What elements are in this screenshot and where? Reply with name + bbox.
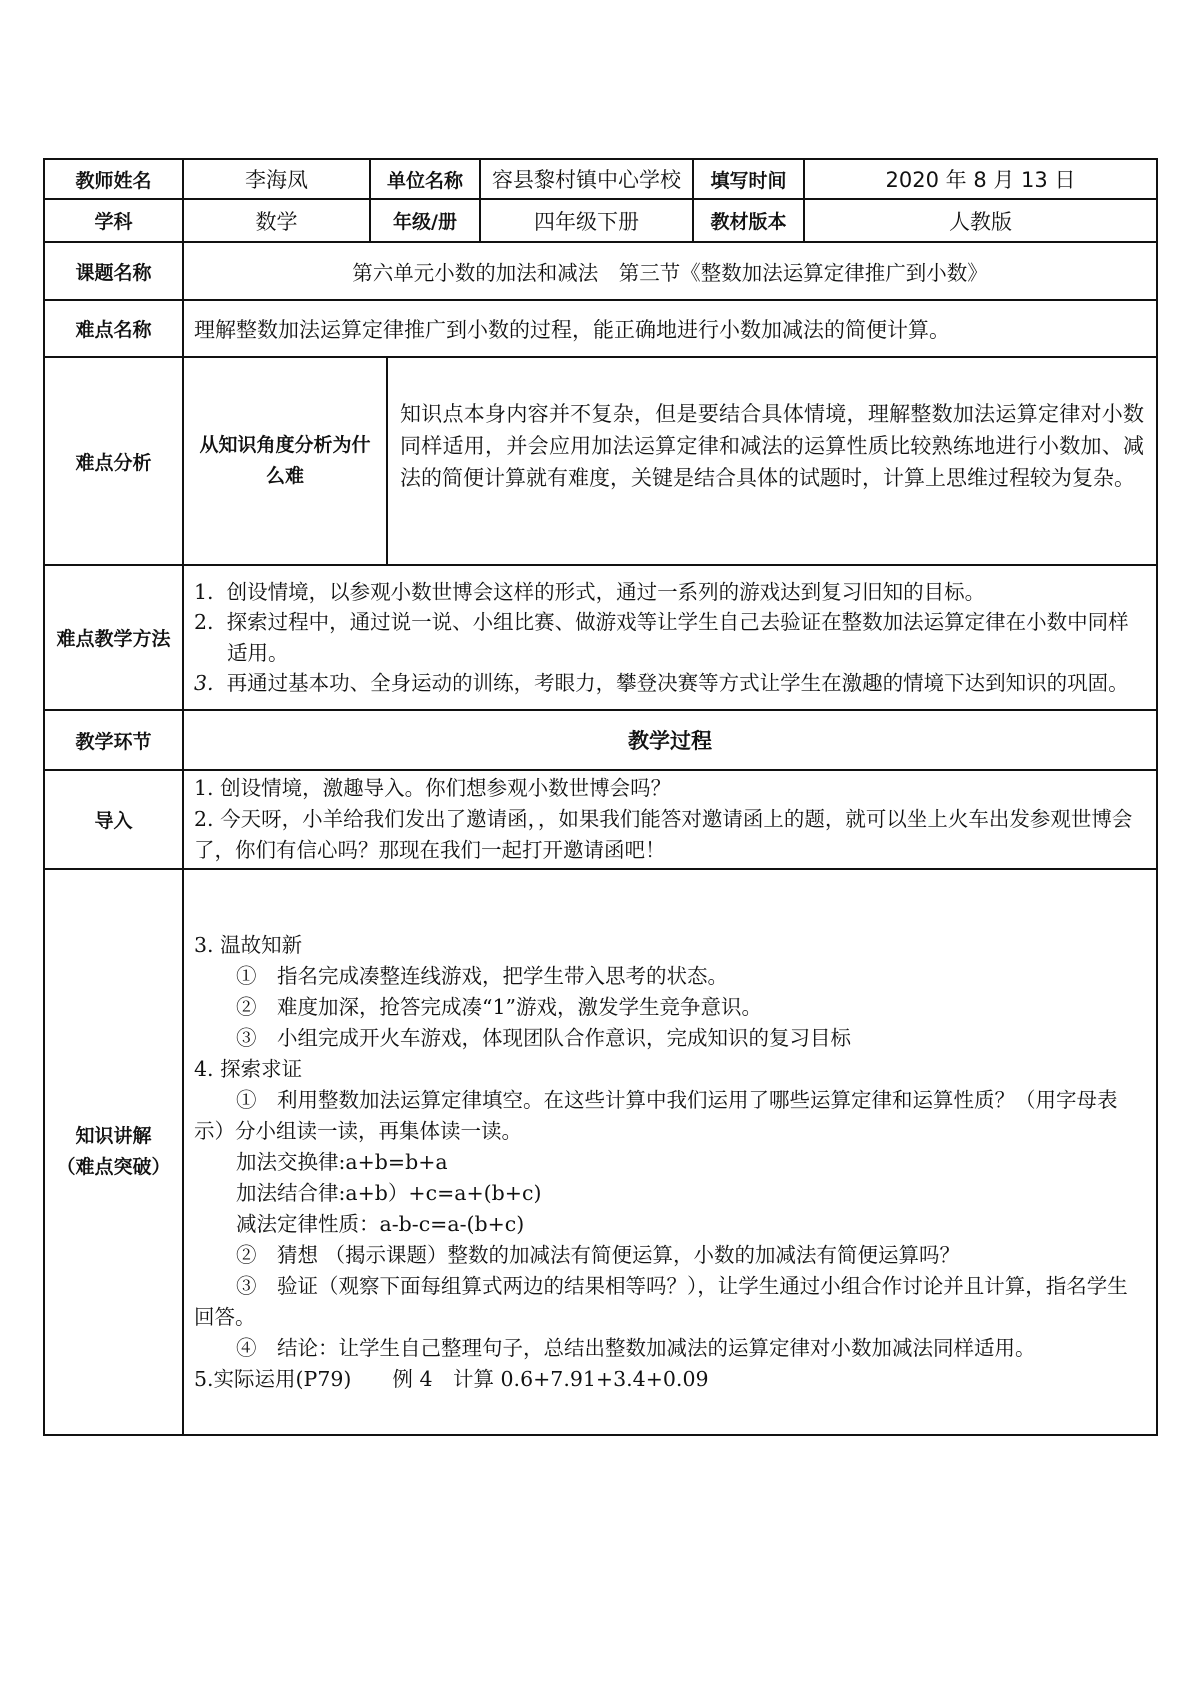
lesson-plan-document bbox=[43, 158, 1156, 1436]
knowledge-row bbox=[44, 869, 1157, 1435]
date-label: 填写时间 bbox=[693, 159, 804, 199]
intro-line-2: 2. 今天呀，小羊给我们发出了邀请函，，如果我们能答对邀请函上的题，就可以坐上火车出发参观世博会了，你们有信心吗？那现在我们一起打开邀请函吧！ bbox=[194, 807, 1133, 862]
section-4-item-2: ② 猜想 （揭示课题）整数的加减法有简便运算，小数的加减法有简便运算吗？ bbox=[236, 1243, 961, 1267]
process-label: 教学环节 bbox=[44, 710, 183, 770]
subject-label: 学科 bbox=[44, 199, 183, 242]
grade-label: 年级/册 bbox=[370, 199, 480, 242]
subject-value: 数学 bbox=[183, 199, 370, 242]
knowledge-label-line-1: 知识讲解 bbox=[75, 1125, 152, 1147]
knowledge-label bbox=[44, 869, 183, 1435]
method-text: 探索过程中，通过说一说、小组比赛、做游戏等让学生自己去验证在整数加法运算定律在小数中同样适用。 bbox=[226, 610, 1129, 665]
section-4-item-4: ④ 结论：让学生自己整理句子，总结出整数加减法的运算定律对小数加减法同样适用。 bbox=[236, 1336, 1036, 1360]
difficulty-row bbox=[44, 300, 1157, 357]
date-value: 2020 年 8 月 13 日 bbox=[804, 159, 1157, 199]
analysis-sub-label: 从知识角度分析为什么难 bbox=[199, 434, 371, 487]
topic-value: 第六单元小数的加法和减法 第三节《整数加法运算定律推广到小数》 bbox=[183, 242, 1157, 300]
method-num: 3. bbox=[194, 671, 214, 695]
intro-line-1: 1. 创设情境，激趣导入。你们想参观小数世博会吗？ bbox=[194, 776, 672, 800]
header-row-1 bbox=[44, 159, 1157, 199]
law-subtraction: 减法定律性质：a-b-c=a-(b+c) bbox=[236, 1212, 525, 1236]
difficulty-value: 理解整数加法运算定律推广到小数的过程，能正确地进行小数加减法的简便计算。 bbox=[183, 300, 1157, 357]
section-3-item: ② 难度加深，抢答完成凑“1”游戏，激发学生竞争意识。 bbox=[236, 995, 763, 1019]
intro-label: 导入 bbox=[44, 770, 183, 869]
unit-value: 容县黎村镇中心学校 bbox=[480, 159, 693, 199]
method-num: 1. bbox=[194, 579, 214, 604]
methods-label: 难点教学方法 bbox=[44, 565, 183, 710]
analysis-row bbox=[44, 357, 1157, 565]
edition-label: 教材版本 bbox=[693, 199, 804, 242]
section-4-item-3: ③ 验证（观察下面每组算式两边的结果相等吗？），让学生通过小组合作讨论并且计算，指名学生回答。 bbox=[194, 1274, 1128, 1329]
topic-row bbox=[44, 242, 1157, 300]
knowledge-label-line-2: （难点突破） bbox=[56, 1156, 171, 1178]
law-commutative: 加法交换律:a+b=b+a bbox=[236, 1150, 448, 1174]
section-3-title: 3. 温故知新 bbox=[194, 933, 303, 957]
section-3-item: ③ 小组完成开火车游戏，体现团队合作意识，完成知识的复习目标 bbox=[236, 1026, 851, 1050]
teacher-value: 李海凤 bbox=[183, 159, 370, 199]
topic-label: 课题名称 bbox=[44, 242, 183, 300]
section-4-item-1: ① 利用整数加法运算定律填空。在这些计算中我们运用了哪些运算定律和运算性质？（用字母表示）分小组读一读，再集体读一读。 bbox=[194, 1088, 1118, 1143]
section-4-title: 4. 探索求证 bbox=[194, 1057, 303, 1081]
process-title: 教学过程 bbox=[183, 710, 1157, 770]
section-5: 5.实际运用(P79) 例 4 计算 0.6+7.91+3.4+0.09 bbox=[194, 1367, 709, 1391]
unit-label: 单位名称 bbox=[370, 159, 480, 199]
analysis-text: 知识点本身内容并不复杂，但是要结合具体情境，理解整数加法运算定律对小数同样适用，并会应用加法运算定律和减法的运算性质比较熟练地进行小数加、减法的简便计算就有难度，关键是结合具体的试题时，计算上思维过程较为复杂。 bbox=[400, 402, 1144, 490]
method-item-3 bbox=[194, 668, 1146, 699]
analysis-label: 难点分析 bbox=[44, 357, 183, 565]
lesson-plan-table bbox=[43, 158, 1158, 1436]
methods-cell bbox=[183, 565, 1157, 710]
teacher-label: 教师姓名 bbox=[44, 159, 183, 199]
law-associative: 加法结合律:a+b）+c=a+(b+c) bbox=[236, 1181, 542, 1205]
method-text: 创设情境，以参观小数世博会这样的形式，通过一系列的游戏达到复习旧知的目标。 bbox=[226, 579, 986, 604]
edition-value: 人教版 bbox=[804, 199, 1157, 242]
process-header-row bbox=[44, 710, 1157, 770]
intro-cell bbox=[183, 770, 1157, 869]
methods-row bbox=[44, 565, 1157, 710]
analysis-cell bbox=[183, 357, 1157, 565]
difficulty-label: 难点名称 bbox=[44, 300, 183, 357]
knowledge-cell bbox=[183, 869, 1157, 1435]
section-3-item: ① 指名完成凑整连线游戏，把学生带入思考的状态。 bbox=[236, 964, 728, 988]
method-item-2 bbox=[194, 607, 1146, 668]
grade-value: 四年级下册 bbox=[480, 199, 693, 242]
method-item-1 bbox=[194, 577, 1146, 608]
method-text: 再通过基本功、全身运动的训练，考眼力，攀登决赛等方式让学生在激趣的情境下达到知识的巩固。 bbox=[226, 671, 1129, 695]
intro-row bbox=[44, 770, 1157, 869]
header-row-2 bbox=[44, 199, 1157, 242]
method-num: 2. bbox=[194, 610, 214, 634]
